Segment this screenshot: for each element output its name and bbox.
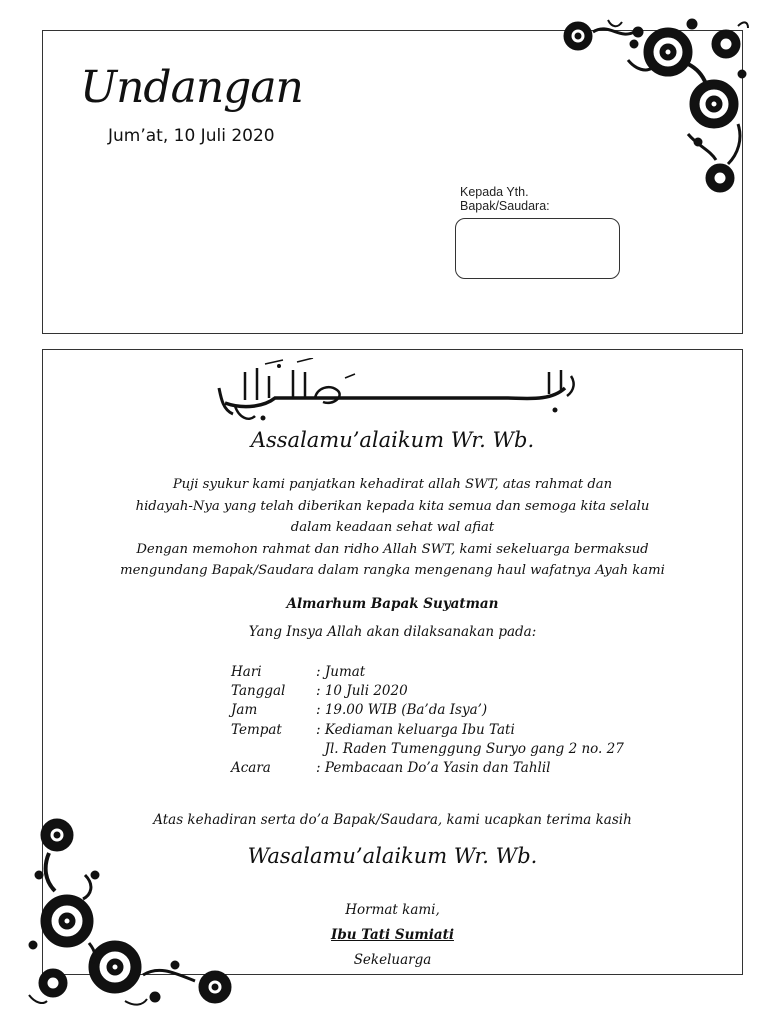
body-line: Dengan memohon rahmat dan ridho Allah SWT, kami sekeluarga bermaksud (136, 541, 649, 557)
detail-value: : 19.00 WIB (Ba’da Isya’) (316, 702, 488, 719)
floral-corner-ornament-icon (538, 14, 750, 200)
invitation-title: Undangan (80, 62, 303, 113)
detail-label: Hari (231, 664, 262, 680)
schedule-intro: Yang Insya Allah akan dilaksanakan pada: (248, 624, 537, 640)
sign-greeting: Hormat kami, (345, 902, 440, 918)
recipient-address-box (455, 218, 620, 279)
detail-value: : Jumat (316, 664, 366, 680)
detail-row (231, 682, 624, 701)
detail-row (231, 721, 624, 740)
invitation-body (60, 474, 725, 582)
detail-row (231, 663, 624, 682)
bismillah-calligraphy (205, 358, 585, 428)
sign-family: Sekeluarga (353, 952, 432, 968)
floral-corner-ornament-icon (25, 815, 243, 1010)
invitation-date: Jum’at, 10 Juli 2020 (108, 126, 275, 146)
detail-row (231, 701, 624, 720)
event-details (231, 663, 624, 778)
detail-value: : 10 Juli 2020 (316, 683, 408, 700)
detail-label: Jam (231, 702, 258, 719)
detail-value: : Kediaman keluarga Ibu Tati (316, 721, 515, 738)
detail-label: Acara (231, 760, 271, 777)
detail-row (231, 740, 624, 759)
detail-value: : Pembacaan Do’a Yasin dan Tahlil (316, 760, 551, 777)
opening-greeting: Assalamu’alaikum Wr. Wb. (250, 428, 535, 452)
thanks-line: Atas kehadiran serta do’a Bapak/Saudara, kami ucapkan terima kasih (153, 812, 632, 828)
detail-label: Tempat (231, 721, 282, 738)
recipient-line-1: Kepada Yth. (460, 185, 529, 199)
closing-greeting: Wasalamu’alaikum Wr. Wb. (247, 844, 538, 868)
deceased-name: Almarhum Bapak Suyatman (286, 596, 499, 612)
detail-row (231, 759, 624, 778)
body-line: mengundang Bapak/Saudara dalam rangka mengenang haul wafatnya Ayah kami (120, 563, 665, 578)
body-line: dalam keadaan sehat wal afiat (290, 520, 495, 535)
recipient-line-2: Bapak/Saudara: (460, 199, 550, 213)
detail-value: Jl. Raden Tumenggung Suryo gang 2 no. 27 (316, 740, 624, 757)
body-line: Puji syukur kami panjatkan kehadirat allah SWT, atas rahmat dan (172, 477, 613, 492)
body-line: hidayah-Nya yang telah diberikan kepada kita semua dan semoga kita selalu (135, 498, 650, 514)
sign-name: Ibu Tati Sumiati (331, 927, 454, 943)
detail-label: Tanggal (231, 683, 286, 700)
detail-label (231, 740, 316, 759)
recipient-label (460, 185, 550, 213)
